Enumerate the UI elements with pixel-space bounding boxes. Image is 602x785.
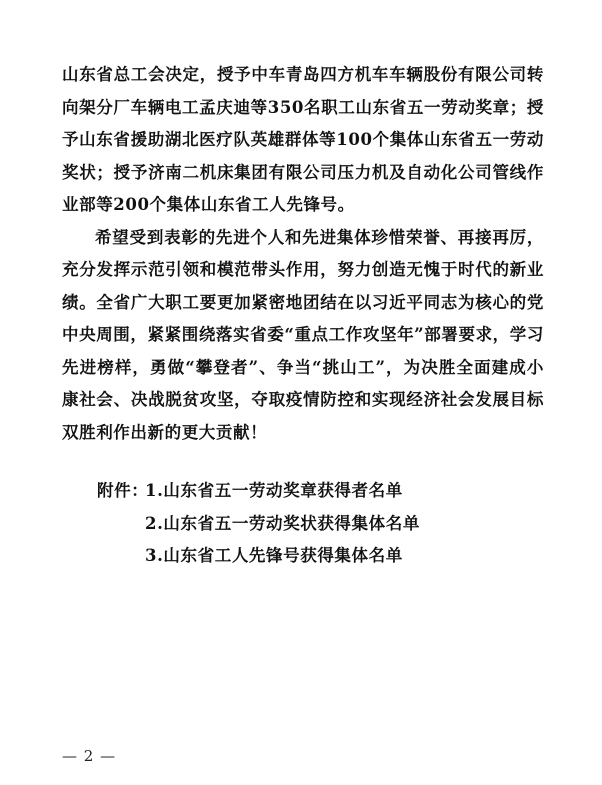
attachments-label: 附件：	[97, 481, 149, 500]
paragraph-hope: 希望受到表彰的先进个人和先进集体珍惜荣誉、再接再厉，充分发挥示范引领和模范带头作用，努力创造无愧于时代的新业绩。全省广大职工要更加紧密地团结在以习近平同志为核心的党中央周围，紧紧围绕落实省委“重点工作攻坚年”部署要求，学习先进榜样，勇做“攀登者”、争当“挑山工”，为决胜全面建成小康社会、决战脱贫攻坚，夺取疫情防控和实现经济社会发展目标双胜利作出新的更大贡献！	[62, 227, 544, 442]
attachment-item	[97, 475, 420, 508]
document-body	[62, 59, 544, 449]
paragraph-decision: 山东省总工会决定，授予中车青岛四方机车车辆股份有限公司转向架分厂车辆电工孟庆迪等350名职工山东省五一劳动奖章；授予山东省援助湖北医疗队英雄群体等100个集体山东省五一劳动奖状；授予济南二机床集团有限公司压力机及自动化公司管线作业部等200个集体山东省工人先锋号。	[62, 65, 544, 214]
attachment-text: 1.山东省五一劳动奖章获得者名单	[145, 481, 403, 500]
attachments-list	[97, 475, 420, 573]
attachment-item	[97, 508, 420, 541]
attachment-text: 3.山东省工人先锋号获得集体名单	[145, 546, 403, 565]
page-number: — 2 —	[62, 747, 117, 765]
attachment-item	[97, 540, 420, 573]
attachment-text: 2.山东省五一劳动奖状获得集体名单	[145, 513, 420, 533]
